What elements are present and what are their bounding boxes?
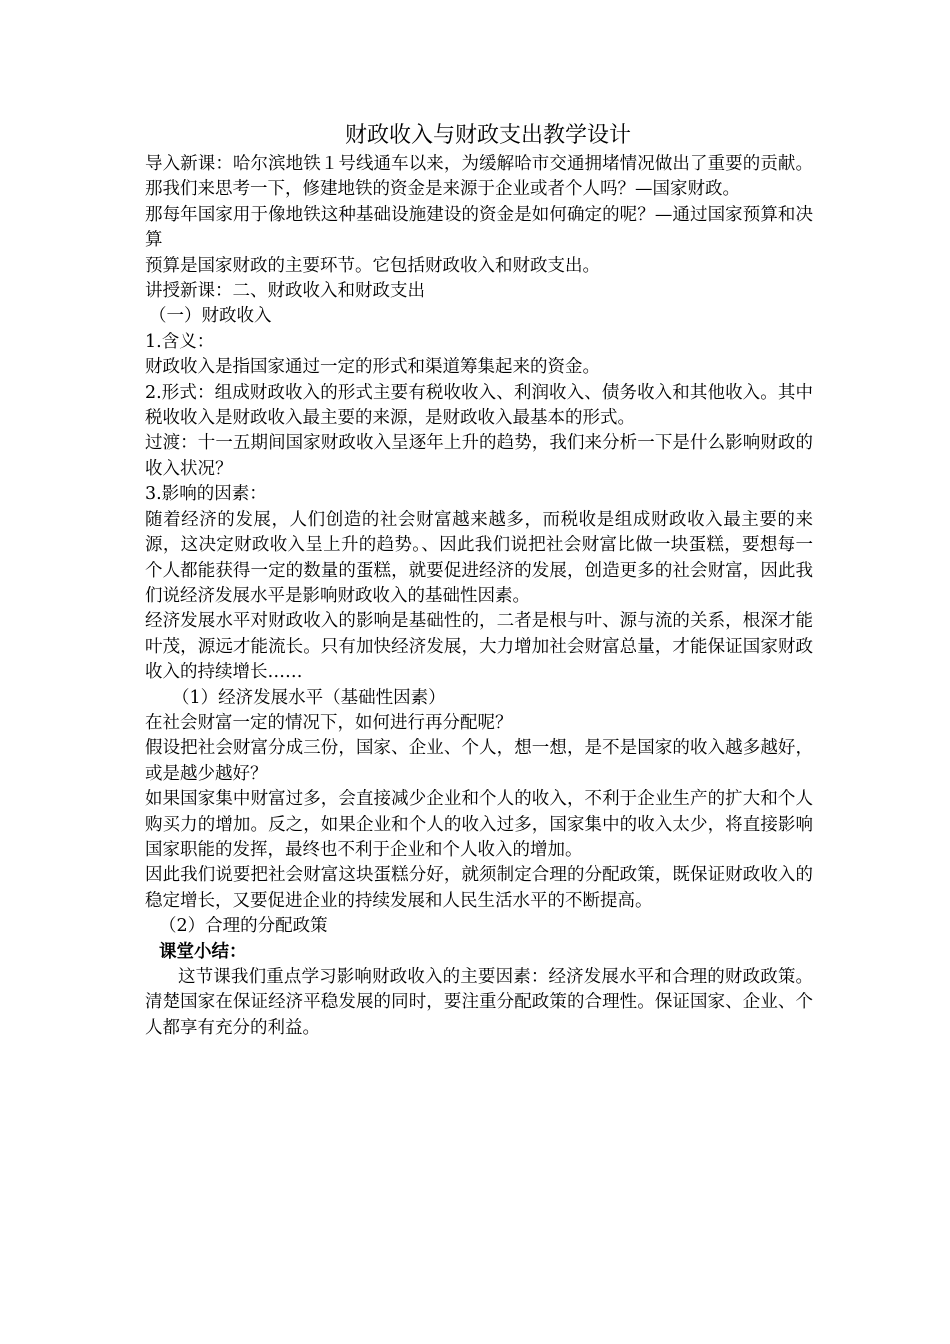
three-shares-paragraph: 假设把社会财富分成三份，国家、企业、个人，想一想，是不是国家的收入越多越好，或是越少越好？: [145, 738, 813, 784]
transition-paragraph: 过渡：十一五期间国家财政收入呈逐年上升的趋势，我们来分析一下是什么影响财政的收入状况？: [145, 433, 813, 479]
summary-heading: 课堂小结：: [159, 941, 247, 962]
new-lesson-heading: 讲授新课：二、财政收入和财政支出: [145, 281, 425, 302]
forms-paragraph: 2.形式：组成财政收入的形式主要有税收收入、利润收入、债务收入和其他收入。其中税收收入是财政收入最主要的来源，是财政收入最基本的形式。: [145, 382, 813, 429]
factors-heading: 3.影响的因素：: [145, 484, 267, 505]
redistribution-question: 在社会财富一定的情况下，如何进行再分配呢？: [145, 712, 513, 733]
definition-heading: 1.含义：: [145, 331, 215, 352]
economic-level-paragraph: 经济发展水平对财政收入的影响是基础性的，二者是根与叶、源与流的关系，根深才能叶茂，源远才能流长。只有加快经济发展，大力增加社会财富总量，才能保证国家财政收入的持续增长……: [145, 611, 813, 683]
intro-paragraph: 导入新课：哈尔滨地铁１号线通车以来，为缓解哈市交通拥堵情况做出了重要的贡献。那我们来思考一下，修建地铁的资金是来源于企业或者个人吗？—国家财政。: [145, 154, 813, 200]
budget-question-paragraph: 那每年国家用于像地铁这种基础设施建设的资金是如何确定的呢？—通过国家预算和决算: [145, 204, 813, 251]
factor-1-heading: （1）经济发展水平（基础性因素）: [172, 687, 446, 708]
factor-2-heading: （2）合理的分配政策: [159, 916, 328, 937]
section-fiscal-revenue-heading: （一）财政收入: [149, 306, 272, 327]
distribution-policy-paragraph: 因此我们说要把社会财富这块蛋糕分好，就须制定合理的分配政策，既保证财政收入的稳定增长，又要促进企业的持续发展和人民生活水平的不断提高。: [145, 865, 813, 911]
document-title: 财政收入与财政支出教学设计: [344, 123, 631, 148]
summary-paragraph: 这节课我们重点学习影响财政收入的主要因素：经济发展水平和合理的财政政策。清楚国家在保证经济平稳发展的同时，要注重分配政策的合理性。保证国家、企业、个人都享有充分的利益。: [145, 967, 813, 1038]
economic-growth-paragraph: 随着经济的发展，人们创造的社会财富越来越多，而税收是组成财政收入最主要的来源，这决定财政收入呈上升的趋势。、因此我们说把社会财富比做一块蛋糕，要想每一个人都能获得一定的数量的蛋糕，就要促进经济的发展，创造更多的社会财富，因此我们说经济发展水平是影响财政收入的基础性因素。: [145, 509, 813, 606]
document-page: [145, 120, 813, 1041]
concentration-paragraph: 如果国家集中财富过多，会直接减少企业和个人的收入，不利于企业生产的扩大和个人购买力的增加。反之，如果企业和个人的收入过多，国家集中的收入太少，将直接影响国家职能的发挥，最终也不利于企业和个人收入的增加。: [145, 789, 813, 860]
definition-paragraph: 财政收入是指国家通过一定的形式和渠道筹集起来的资金。: [145, 357, 600, 378]
budget-definition-paragraph: 预算是国家财政的主要环节。它包括财政收入和财政支出。: [145, 255, 600, 276]
